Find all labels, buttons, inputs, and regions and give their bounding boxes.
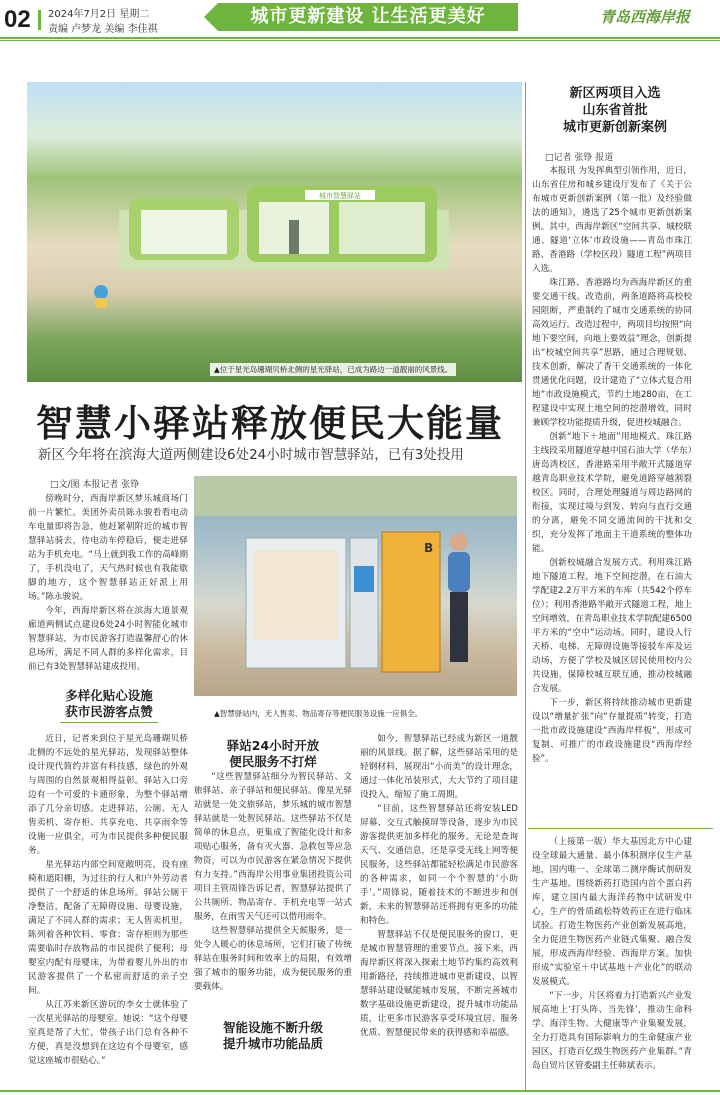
- header-rule-thin: [0, 40, 720, 41]
- header-rule: [0, 37, 720, 39]
- side-article-text: [532, 164, 692, 766]
- paragraph: “下一步，片区将着力打造新兴产业发展高地上‘打头阵、当先锋’，推动生命科学、海洋生物、大健康等产业集聚发展，全力打造具有国际影响力的生命健康产业园区，打造百亿级生物医药产业集群。”青岛自贸片区管委副主任韩斌表示。: [532, 991, 692, 1071]
- locker-label: B: [424, 541, 434, 555]
- side-byline: □记者 张铮 报道: [545, 153, 614, 163]
- paragraph: 本报讯 为发挥典型引领作用，近日，山东省住房和城乡建设厅发布了《关于公布城市更新创新案例（第一批）及经验做法的通知》，遴选了25个城市更新创新案例。其中，西海岸新区“空间共享、城校联通、隧道‘立体’市政设施——青岛市珠江路、香港路（学校区段）隧道工程”两项目入选。: [532, 166, 692, 274]
- article-subtitle: 新区今年将在滨海大道两侧建设6处24小时城市智慧驿站，已有3处投用: [38, 447, 464, 463]
- paragraph: （上接第一版）华大基因北方中心建设全球最大通量、最小体积测序仪生产基地，国内唯一、全球第二测序酶试剂研发生产基地。围绕新药打造国内首个蛋白药库，建立国内最大海洋药物中试研发中心，生产的骨质疏松特效药正在进行临床试验。打造生物医药产业创新发展高地，全力促进生物医药产业链式集聚、融合发展，形成西海岸经验、西海岸方案。加快形成“实验室＋中试基地＋产业化”的联动发展模式。: [532, 837, 692, 987]
- page-number: 02: [4, 6, 31, 33]
- paragraph: “这些智慧驿站细分为智民驿站、文旅驿站、亲子驿站和便民驿站。像星光驿站就是一处文旅驿站，梦乐城的城市智慧驿站就是一处智民驿站。这些驿站不仅是简单的休息点，更集成了智能化设计和多项贴心服务，备有灭火器、急救包等应急物资，可以为市民游客在紧急情况下提供有力支持。”西海岸公用事业集团投资公司项目主管周锋告诉记者，智慧驿站提供了公共厕所、物品寄存、手机充电等一站式服务，在雨雪天气还可以借用雨伞。: [194, 772, 352, 922]
- heading-underline: [60, 722, 158, 723]
- page-header: [0, 0, 720, 38]
- paragraph: 星光驿站内部空间宽敞明亮，设有座椅和遮阳棚，为过往的行人和户外劳动者提供了一个舒适的休息场所。驿站公厕干净整洁，配备了无障碍设施、母婴设施，满足了不同人群的需求；无人售卖机里，陈列着各种饮料、零食；寄存柜则为那些需要临时存放物品的市民提供了便利；母婴室内配有母婴床，为带着婴儿外出的市民游客提供了一个私密而舒适的亲子空间。: [28, 860, 188, 996]
- station-interior-photo: [194, 476, 517, 696]
- header-accent-bar: [38, 10, 41, 30]
- article-title: 智慧小驿站释放便民大能量: [36, 402, 504, 445]
- station-exterior-photo: [27, 82, 522, 382]
- article-byline: □文/图 本报记者 张铮: [50, 480, 140, 490]
- paragraph: 近日，记者来到位于星光岛珊瑚贝桥北侧的不远处的星光驿站，发现驿站整体设计现代简约并富有科技感，绿色的外观与周围的自然景观相得益彰。驿站入口旁边有一个可爱的卡通形象，为整个驿站增添了几分亲切感。走进驿站，公厕、无人售卖机、寄存柜、共享充电、共享雨伞等设施一应俱全，可为市民提供多种便民服务。: [28, 734, 188, 856]
- editors-line: 责编 卢梦龙 美编 李佳祺: [48, 24, 158, 35]
- continued-article-text: [532, 835, 692, 1073]
- paragraph: 从江苏来新区游玩的李女士就体验了一次星光驿站的母婴室。她说：“这个母婴室真是帮了大忙，带孩子出门总有各种不方便，真是没想到在这边有个母婴室，感觉这座城市很贴心。”: [28, 1000, 188, 1066]
- paragraph: 下一步，新区将持续推动城市更新建设以“增量扩张”向“存量提质”转变，打造一批市政设施建设“西海岸样板”，形成可复制、可推广的市政设施建设“西海岸经验”。: [532, 698, 692, 764]
- section2-heading: 驿站24小时开放 便民服务不打烊: [226, 738, 320, 769]
- photo1-caption: ▲位于星光岛珊瑚贝桥北侧的星光驿站，已成为路边一道靓丽的风景线。: [210, 363, 456, 376]
- section1-text: [28, 732, 188, 1068]
- cartoon-mascot-icon: [87, 282, 115, 310]
- side-divider: [528, 828, 713, 829]
- paragraph: 创新“地下＋地面”用地模式。珠江路主线段采用隧道穿越中国石油大学（华东）唐岛湾校区，香港路采用半敞开式隧道穿越青岛职业技术学院，避免道路穿越割裂校区。同时，合理处理隧道与周边路网的衔接，实现过境与到发、转向与直行交通的分离，避免不同交通流间的干扰和交织，充分发挥了地面主干道系统的整体功能。: [532, 432, 692, 554]
- issue-date: 2024年7月2日 星期二: [48, 9, 150, 20]
- intro-text: [28, 492, 188, 674]
- column3-text: [360, 732, 518, 1040]
- paragraph: 创新校城融合发展方式。利用珠江路地下隧道工程，地下空间挖潜，在石油大学配建2.2万平方米的车库（共542个停车位）；利用香港路半敞开式隧道工程，地上空间增效，在青岛职业技术学院配建6500平方米的“空中”运动场。同时，建设人行天桥、电梯、无障碍设施等接驳车库及运动场，方便了学校及城区居民使用校内公共设施，保障校城互联互通，推动校城融合发展。: [532, 558, 692, 694]
- interior-illustration: [194, 476, 517, 696]
- section2-text: [194, 770, 352, 994]
- pavilion-illustration: [119, 180, 449, 275]
- section-slogan: 城市更新建设 让生活更美好: [218, 3, 518, 31]
- paragraph: 如今，智慧驿站已经成为新区一道靓丽的风景线。据了解，这些驿站采用的是轻钢材料，展现出“小而美”的设计理念，通过一体化吊装形式，大大节约了项目建设投入，缩短了施工周期。: [360, 734, 518, 800]
- section3-heading: 智能设施不断升级 提升城市功能品质: [222, 1020, 323, 1051]
- section1-heading: 多样化贴心设施 获市民游客点赞: [65, 688, 153, 719]
- paragraph: “目前，这些智慧驿站还将安装LED屏幕、交互式触摸屏等设备，逐步为市民游客提供更加多样化的服务。无论是查询天气、交通信息，还是享受无线上网等便民服务，这些驿站都能轻松满足市民游客的各种需求，如同一个个智慧的‘小助手’。”周锋说，随着技术的不断进步和创新，未来的智慧驿站还将拥有更多的功能和特色。: [360, 804, 518, 926]
- paragraph: 今年，西海岸新区将在滨海大道景观廊道两侧试点建设6处24小时智能化城市智慧驿站，为市民游客打造温馨舒心的休息场所，满足不同人群的多样化需求，目前已有3处智慧驿站建成投用。: [28, 606, 188, 672]
- column-divider: [525, 82, 526, 1092]
- footer-rule: [0, 1090, 720, 1092]
- paragraph: 这些智慧驿站提供全天候服务，是一处令人暖心的休息场所，它们打破了传统驿站在服务时间和效率上的局限，有效增强了城市的服务功能，成为便民服务的重要载体。: [194, 926, 352, 992]
- side-article-title: 新区两项目入选 山东省首批 城市更新创新案例: [562, 86, 667, 135]
- pavilion-sign: 城市智慧驿站: [319, 192, 361, 200]
- photo2-caption: ▲智慧驿站内，无人售卖、物品寄存等便民服务设施一应俱全。: [210, 707, 426, 720]
- paragraph: 智慧驿站不仅是便民服务的窗口，更是城市智慧管理的重要节点。接下来，西海岸新区将深入探索土地节约集约高效利用新路径，持续推进城市更新建设，以智慧驿站建设赋能城市发展，不断完善城市数字基础设施更新建设，提升城市功能品质，让更多市民游客享受环境宜居、服务优质、智慧便民带来的获得感和幸福感。: [360, 930, 518, 1038]
- newspaper-logo: 青岛西海岸报: [600, 8, 691, 26]
- paragraph: 傍晚时分，西海岸新区梦乐城商场门前一片繁忙。美团外卖员陈永骏看看电动车电量即将告急，他赶紧朝附近的城市智慧驿站骑去，待电动车停稳后，便走进驿站为手机充电。“马上就到我工作的高峰期了，手机没电了，天气热时候也有我能歇脚的地方，这个智慧驿站正好派上用场。”陈永骏说。: [28, 494, 188, 602]
- paragraph: 珠江路、香港路均为西海岸新区的重要交通干线。改造前，两条道路将高校校园阻断，严重制约了城市交通系统的协同高效运行。改造过程中，两项目均按照“向地下要空间，向地上要效益”理念，创新提出“校城空间共享”思路，通过合理规划、技术创新，解决了香干交通系统的一体化贯通优化问题，设计建造了“立体式复合用地”市政设施模式，节约土地280亩，在工程建设中实现土地空间的挖潜增效，同时兼顾学校功能提质升级，促进校城融合。: [532, 278, 692, 428]
